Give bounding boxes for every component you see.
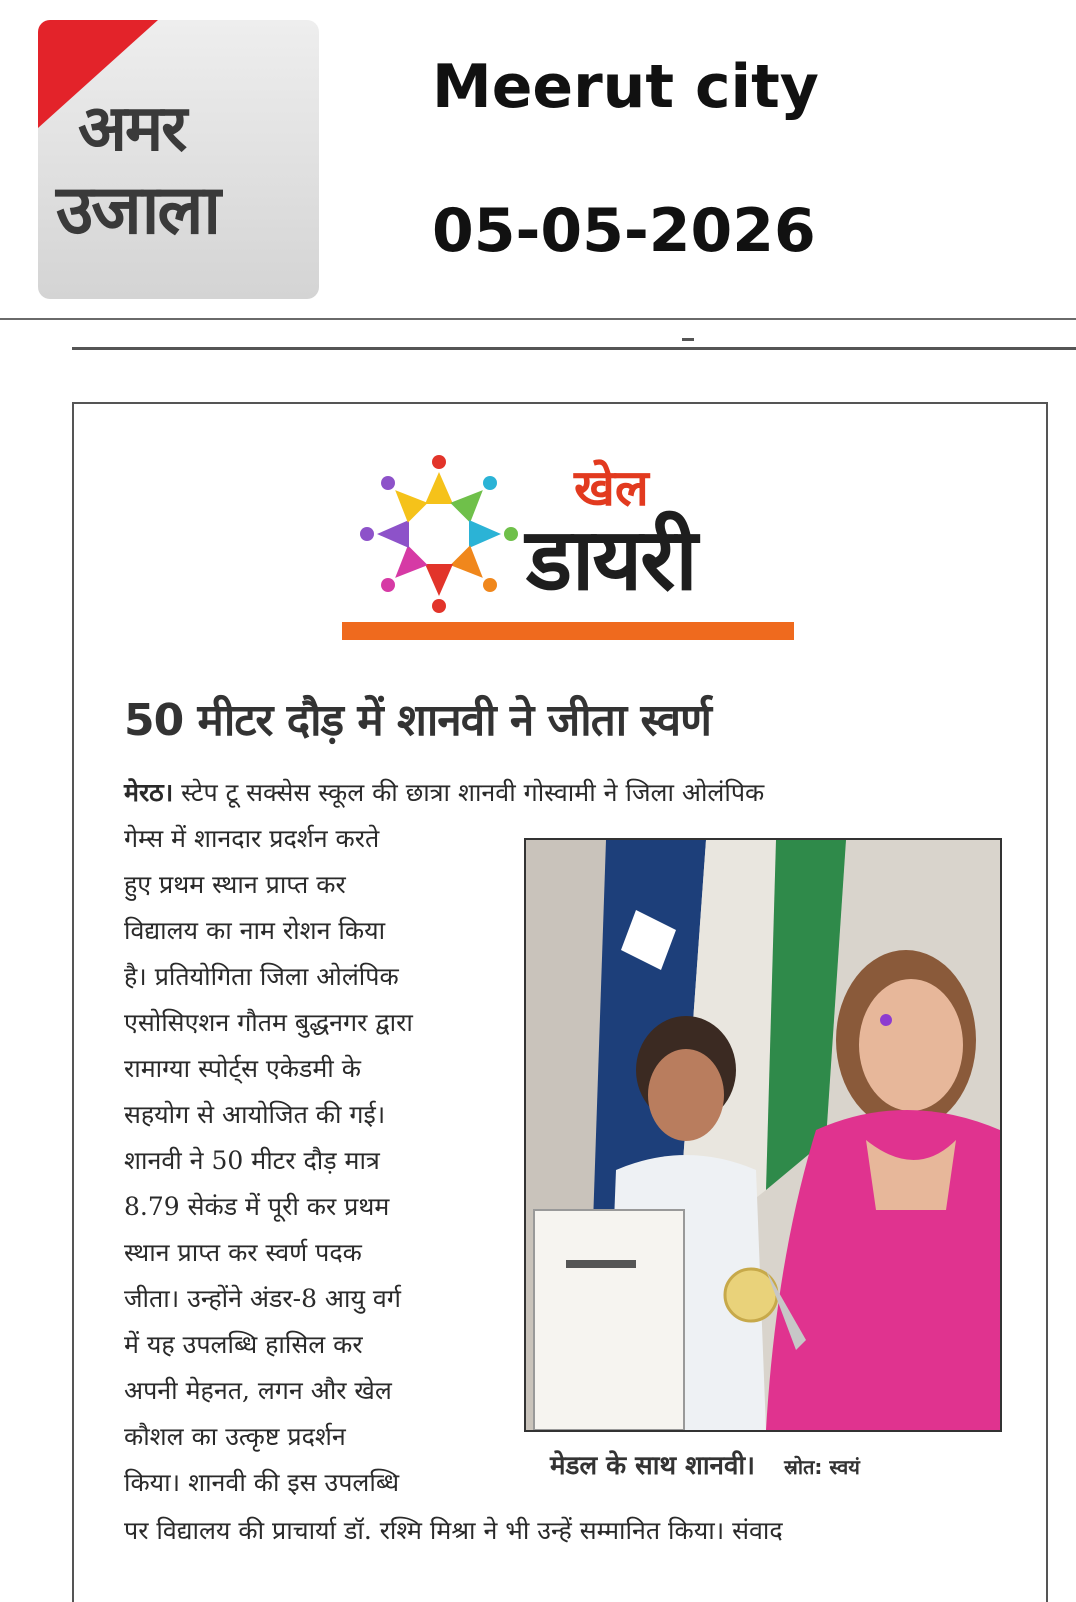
column-line: एसोसिएशन गौतम बुद्धनगर द्वारा bbox=[124, 1008, 413, 1037]
article-closing-line: पर विद्यालय की प्राचार्या डॉ. रश्मि मिश्रा ने भी उन्हें सम्मानित किया। संवाद bbox=[124, 1516, 783, 1545]
section-label-khel: खेल bbox=[574, 459, 649, 517]
article-lead bbox=[124, 770, 764, 816]
column-line: रामाग्या स्पोर्ट्स एकेडमी के bbox=[124, 1054, 361, 1083]
column-tick-mark bbox=[682, 338, 694, 341]
photo-source: स्रोत: स्वयं bbox=[784, 1455, 860, 1479]
column-line: अपनी मेहनत, लगन और खेल bbox=[124, 1376, 392, 1405]
column-line: में यह उपलब्धि हासिल कर bbox=[124, 1330, 363, 1359]
section-underline bbox=[342, 622, 794, 640]
article-headline: 50 मीटर दौड़ में शानवी ने जीता स्वर्ण bbox=[124, 695, 711, 746]
page-rule bbox=[72, 347, 1076, 350]
column-line: जीता। उन्होंने अंडर-8 आयु वर्ग bbox=[124, 1284, 401, 1313]
column-line: शानवी ने 50 मीटर दौड़ मात्र bbox=[124, 1146, 380, 1175]
header-divider bbox=[0, 318, 1076, 320]
column-line: स्थान प्राप्त कर स्वर्ण पदक bbox=[124, 1238, 362, 1267]
column-line: किया। शानवी की इस उपलब्धि bbox=[124, 1468, 400, 1497]
section-label-diary: डायरी bbox=[526, 510, 696, 610]
caption-text: मेडल के साथ शानवी। bbox=[550, 1451, 756, 1481]
dateline: मेरठ। bbox=[124, 778, 174, 807]
sports-wheel-icon bbox=[354, 449, 524, 619]
article-column bbox=[124, 816, 504, 1506]
lead-text: स्टेप टू सक्सेस स्कूल की छात्रा शानवी गोस्वामी ने जिला ओलंपिक bbox=[181, 778, 765, 807]
edition-city: Meerut city bbox=[432, 52, 819, 122]
column-line: कौशल का उत्कृष्ट प्रदर्शन bbox=[124, 1422, 346, 1451]
news-photo bbox=[524, 838, 1002, 1432]
column-line: 8.79 सेकंड में पूरी कर प्रथम bbox=[124, 1192, 390, 1221]
edition-date: 05-05-2026 bbox=[432, 196, 816, 266]
column-line: है। प्रतियोगिता जिला ओलंपिक bbox=[124, 962, 399, 991]
column-line: गेम्स में शानदार प्रदर्शन करते bbox=[124, 824, 380, 853]
column-line: विद्यालय का नाम रोशन किया bbox=[124, 916, 386, 945]
column-line: सहयोग से आयोजित की गई। bbox=[124, 1100, 386, 1129]
photo-caption bbox=[550, 1446, 860, 1482]
column-line: हुए प्रथम स्थान प्राप्त कर bbox=[124, 870, 346, 899]
logo-text-line2: उजाला bbox=[56, 171, 220, 250]
news-clipping bbox=[72, 402, 1048, 1602]
amar-ujala-logo bbox=[38, 20, 319, 299]
logo-text-line1: अमर bbox=[78, 92, 186, 166]
